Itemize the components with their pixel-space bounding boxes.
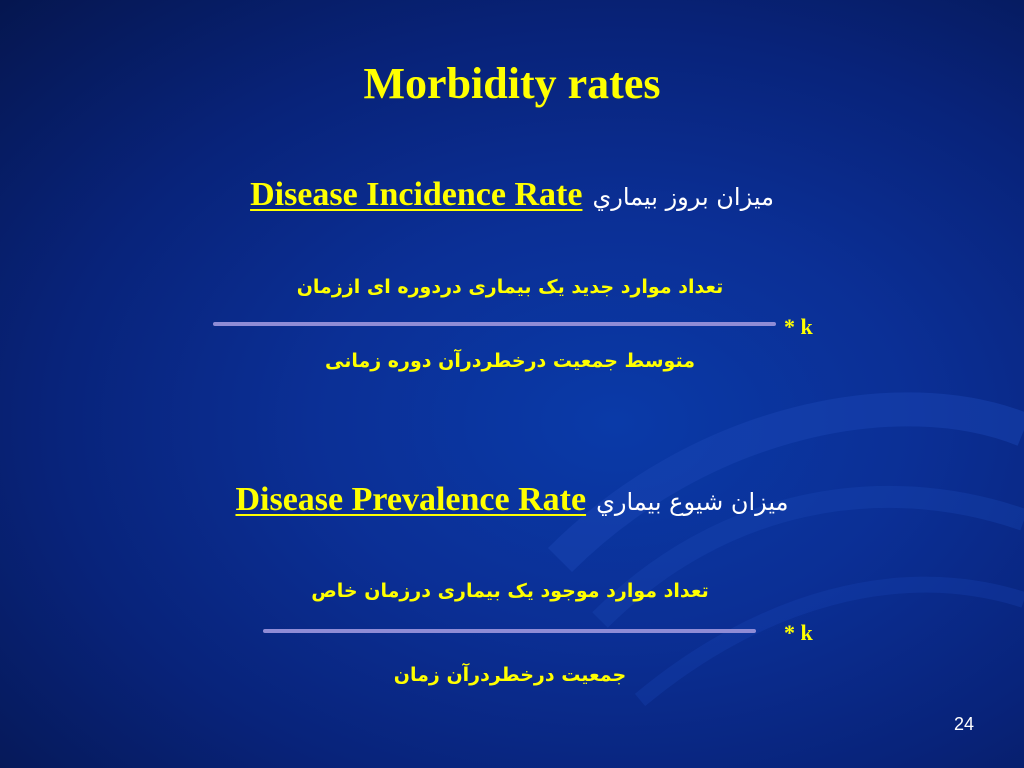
- prevalence-fraction-line: [263, 629, 756, 633]
- incidence-heading: [0, 176, 1024, 214]
- prevalence-numerator: تعداد موارد موجود یک بیماری درزمان خاص: [311, 580, 709, 602]
- prevalence-multiplier: * k: [784, 620, 813, 645]
- incidence-numerator: تعداد موارد جدید یک بیماری دردوره ای اززمان: [296, 276, 724, 298]
- incidence-denominator: متوسط جمعیت درخطردرآن دوره زمانی: [325, 350, 695, 372]
- incidence-title-fa: ميزان بروز بيماري: [592, 183, 774, 211]
- incidence-multiplier: * k: [784, 314, 813, 339]
- prevalence-title-en: Disease Prevalence Rate: [235, 481, 587, 518]
- slide-title: Morbidity rates: [363, 59, 661, 108]
- prevalence-title-fa: ميزان شيوع بيماري: [596, 488, 789, 516]
- prevalence-denominator: جمعیت درخطردرآن زمان: [393, 664, 627, 686]
- page-number: 24: [953, 714, 974, 734]
- prevalence-heading: [0, 481, 1024, 519]
- incidence-fraction-line: [213, 322, 776, 326]
- incidence-title-en: Disease Incidence Rate: [250, 176, 583, 213]
